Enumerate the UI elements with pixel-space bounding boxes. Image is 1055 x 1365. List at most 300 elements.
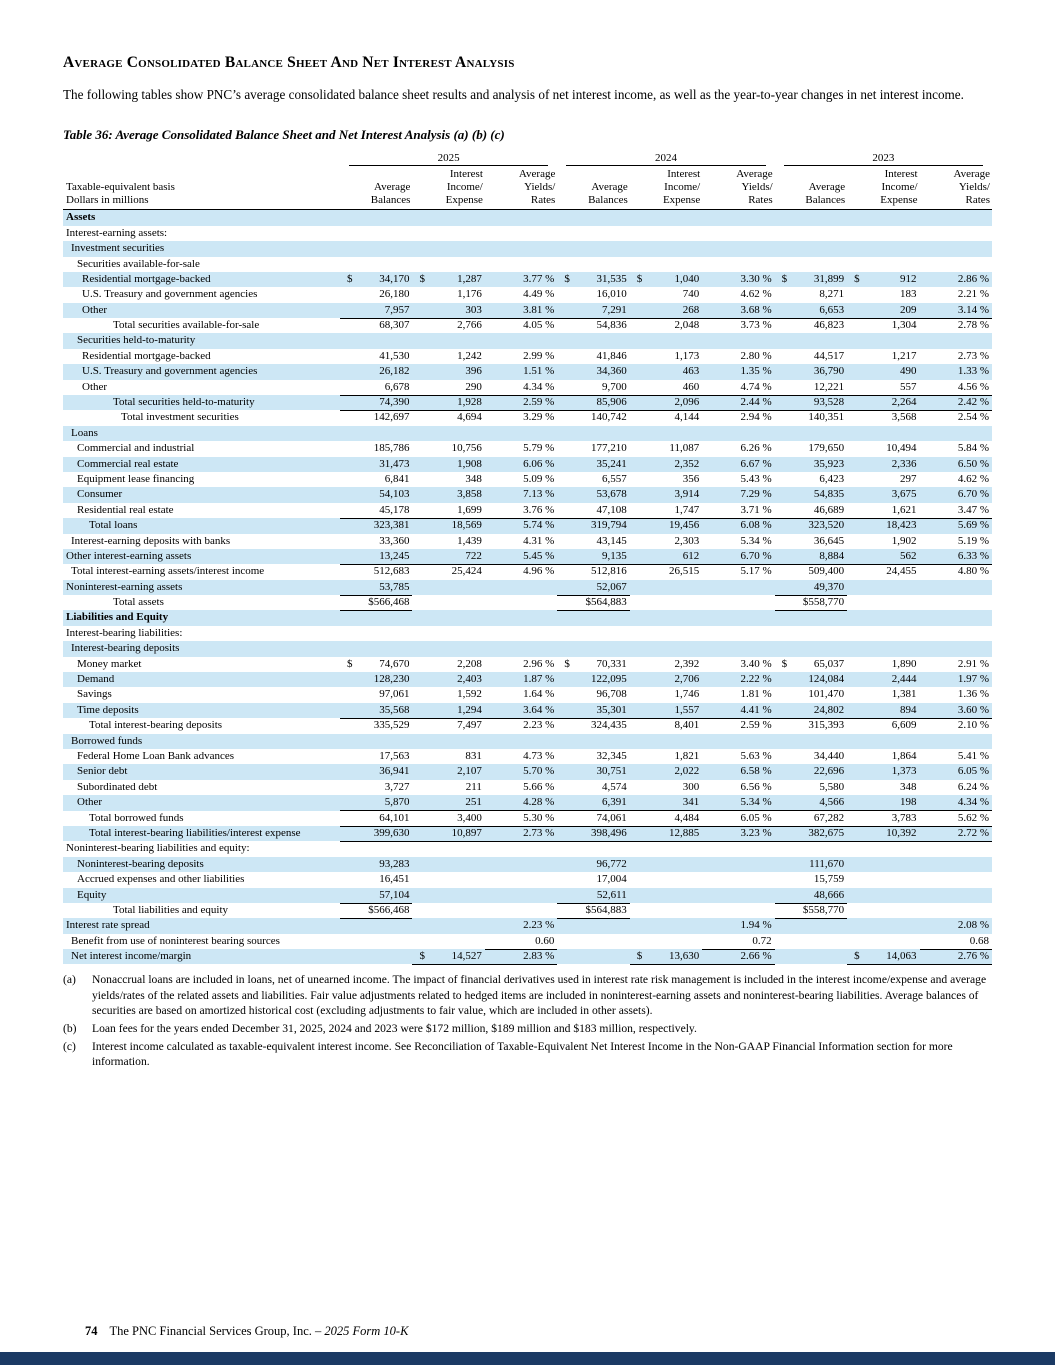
- table-cell: 93,528: [775, 395, 847, 411]
- row-label: Total securities held-to-maturity: [113, 396, 255, 409]
- table-cell: 7,497: [457, 719, 482, 732]
- table-cell: 2,706: [674, 673, 700, 686]
- table-cell: 2.54 %: [957, 411, 989, 424]
- table-cell: 140,742: [591, 411, 627, 424]
- table-row: [63, 841, 992, 856]
- table-cell: 2.78 %: [957, 319, 989, 332]
- table-cell: [775, 949, 847, 965]
- table-cell: 54,836: [596, 319, 627, 332]
- table-cell: 48,666: [775, 888, 847, 904]
- table-cell: 5,580: [819, 780, 845, 793]
- table-cell: 5.84 %: [957, 442, 989, 455]
- table-cell: 315,393: [808, 719, 845, 732]
- table-cell: 1.94 %: [740, 919, 772, 932]
- table-cell: 2.99 %: [523, 349, 555, 362]
- table-cell: [557, 841, 629, 856]
- table-row: [63, 241, 992, 256]
- row-label: Net interest income/margin: [71, 950, 192, 963]
- table-cell: 4.28 %: [485, 795, 557, 811]
- row-label: Residential real estate: [77, 503, 174, 516]
- left-header: Taxable-equivalent basis Dollars in millions: [66, 181, 175, 207]
- table-cell: 4,484: [630, 811, 702, 827]
- table-cell: [630, 641, 702, 656]
- year-label: 2023: [784, 152, 983, 166]
- table-cell: 1,173: [674, 349, 700, 362]
- table-cell: 1.33 %: [957, 365, 989, 378]
- table-row: [63, 657, 992, 672]
- table-cell: [340, 610, 412, 625]
- table-cell: [920, 641, 992, 656]
- cell-value: 912: [900, 272, 917, 285]
- table-cell: [920, 888, 992, 904]
- table-cell: 2,022: [674, 765, 700, 778]
- table-cell: 6.05 %: [702, 811, 774, 827]
- row-label: Total loans: [89, 519, 138, 532]
- table-cell: 4.96 %: [523, 565, 555, 578]
- table-row: [63, 580, 992, 595]
- table-cell: 399,630: [340, 826, 412, 842]
- table-row: [63, 333, 992, 348]
- table-cell: 18,569: [451, 519, 482, 532]
- table-cell: 348: [465, 472, 482, 485]
- table-row: [63, 826, 992, 841]
- table-cell: 6.70 %: [702, 549, 774, 565]
- footnote-c: [63, 1039, 992, 1069]
- table-cell: 183: [900, 288, 917, 301]
- table-cell: [920, 241, 992, 256]
- table-cell: 4,694: [457, 411, 482, 424]
- table-cell: [702, 626, 774, 641]
- table-cell: [340, 918, 412, 933]
- page-bottom-bar: [0, 1352, 1055, 1365]
- table-cell: 5.66 %: [523, 780, 555, 793]
- row-label: Loans: [71, 426, 98, 439]
- table-cell: [557, 610, 629, 625]
- column-header-row: [63, 168, 992, 207]
- table-cell: [412, 934, 484, 950]
- table-cell: 509,400: [808, 565, 845, 578]
- table-cell: 198: [847, 795, 919, 811]
- table-cell: 93,283: [379, 857, 410, 870]
- table-cell: 7.29 %: [740, 488, 772, 501]
- table-cell: [412, 888, 484, 904]
- table-cell: 341: [630, 795, 702, 811]
- table-cell: 1,592: [457, 688, 482, 701]
- table-cell: [702, 333, 774, 348]
- table-cell: 1,217: [891, 349, 917, 362]
- table-cell: [630, 426, 702, 441]
- table-cell: 7.13 %: [523, 488, 555, 501]
- table-cell: 297: [900, 472, 917, 485]
- table-cell: [485, 888, 557, 904]
- year-header-spacer: [63, 152, 340, 166]
- table-cell: 6.33 %: [920, 549, 992, 565]
- table-cell: 6,423: [819, 472, 845, 485]
- table-row: [63, 534, 992, 549]
- table-cell: [340, 333, 412, 348]
- table-cell: 3,914: [674, 488, 700, 501]
- table-cell: 3.73 %: [740, 319, 772, 332]
- table-cell: 5.63 %: [740, 750, 772, 762]
- footnote-marker: (a): [63, 973, 76, 987]
- footnote-b: [63, 1021, 992, 1036]
- table-cell: 185,786: [373, 442, 410, 455]
- table-cell: 211: [465, 780, 482, 793]
- table-cell: [630, 210, 702, 225]
- table-row: [63, 257, 992, 272]
- table-cell: 1.64 %: [523, 688, 555, 701]
- table-cell: 26,180: [379, 288, 410, 301]
- row-label: Accrued expenses and other liabilities: [77, 873, 245, 886]
- row-label: Other: [77, 796, 103, 809]
- table-cell: 2,403: [457, 673, 482, 686]
- table-cell: 4.49 %: [523, 288, 555, 301]
- table-cell: 5.69 %: [957, 519, 989, 532]
- table-cell: 44,517: [813, 349, 845, 362]
- table-cell: [920, 426, 992, 441]
- table-body: [63, 210, 992, 964]
- table-cell: [557, 934, 629, 950]
- column-header: Average Balances: [805, 181, 846, 207]
- table-cell: 6,391: [557, 795, 629, 811]
- table-cell: [702, 888, 774, 904]
- table-cell: 740: [682, 288, 700, 301]
- table-cell: 17,563: [379, 750, 410, 762]
- table-cell: 1,373: [891, 765, 917, 778]
- table-cell: 562: [847, 549, 919, 565]
- table-cell: 300: [682, 780, 700, 793]
- row-label: Interest-earning assets:: [66, 226, 168, 239]
- table-cell: 1,902: [891, 534, 917, 547]
- table-cell: 323,520: [808, 519, 845, 532]
- table-cell: 4.05 %: [523, 319, 555, 332]
- row-label: Total assets: [113, 596, 164, 609]
- table-cell: 6.26 %: [740, 442, 772, 455]
- table-cell: [920, 872, 992, 887]
- table-cell: [630, 626, 702, 641]
- table-cell: 74,061: [557, 811, 629, 827]
- table-cell: [702, 641, 774, 656]
- table-cell: 1.36 %: [957, 688, 989, 701]
- table-cell: 1,381: [891, 688, 917, 701]
- table-cell: [485, 241, 557, 256]
- table-cell: 3.76 %: [485, 503, 557, 519]
- table-cell: 557: [847, 380, 919, 396]
- table-row: [63, 364, 992, 379]
- row-label: Other: [82, 303, 108, 316]
- table-row: [63, 672, 992, 687]
- row-label: Interest-bearing liabilities:: [66, 626, 183, 639]
- table-cell: 1,908: [457, 457, 482, 470]
- table-cell: [485, 610, 557, 625]
- table-cell: [920, 333, 992, 348]
- table-row: [63, 610, 992, 625]
- table-cell: [630, 595, 702, 611]
- table-cell: 2,107: [457, 765, 482, 778]
- table-cell: [775, 333, 847, 348]
- table-cell: 22,696: [813, 765, 845, 778]
- row-label: Total borrowed funds: [89, 811, 184, 824]
- dollar-sign: $: [347, 657, 353, 670]
- table-row: [63, 764, 992, 779]
- table-cell: [557, 241, 629, 256]
- table-cell: 47,108: [557, 503, 629, 519]
- table-cell: 13,245: [340, 549, 412, 565]
- table-cell: 3,675: [891, 488, 917, 501]
- row-label: Commercial real estate: [77, 457, 179, 470]
- table-cell: 382,675: [775, 826, 847, 842]
- column-header: Average Yields/ Rates: [953, 168, 990, 207]
- table-cell: [412, 210, 484, 225]
- table-cell: [412, 595, 484, 611]
- table-cell: 43,145: [596, 534, 627, 547]
- dollar-sign: $: [781, 272, 788, 285]
- table-cell: 36,941: [379, 765, 410, 778]
- table-cell: [340, 257, 412, 272]
- table-cell: 124,084: [808, 673, 845, 686]
- table-cell: [847, 918, 919, 933]
- table-cell: [920, 903, 992, 919]
- table-cell: 9,135: [557, 549, 629, 565]
- row-label: Federal Home Loan Bank advances: [77, 750, 234, 762]
- table-cell: 5.45 %: [485, 549, 557, 565]
- table-cell: [412, 626, 484, 641]
- table-row: [63, 641, 992, 656]
- table-cell: 268: [630, 303, 702, 319]
- row-label: Consumer: [77, 488, 123, 501]
- table-row: [63, 518, 992, 533]
- table-cell: 2.80 %: [740, 349, 772, 362]
- table-row: [63, 888, 992, 903]
- cell-value: 34,170: [379, 272, 410, 285]
- table-cell: [775, 657, 847, 672]
- table-cell: 3,400: [412, 811, 484, 827]
- table-cell: 5.70 %: [523, 765, 555, 778]
- table-cell: 4.62 %: [740, 288, 772, 301]
- table-cell: 35,301: [557, 703, 629, 719]
- table-cell: [557, 641, 629, 656]
- table-cell: 41,530: [379, 349, 410, 362]
- table-cell: [775, 210, 847, 225]
- table-cell: 96,772: [596, 857, 627, 870]
- dollar-sign: $: [781, 657, 788, 670]
- table-cell: 1,304: [891, 319, 917, 332]
- table-cell: [775, 918, 847, 933]
- table-cell: 2.91 %: [957, 657, 989, 670]
- row-label: Noninterest-bearing deposits: [77, 857, 204, 870]
- table-cell: 4,144: [674, 411, 700, 424]
- table-cell: 209: [847, 303, 919, 319]
- row-label: Other: [82, 380, 108, 393]
- footer-company: The PNC Financial Services Group, Inc. –: [109, 1324, 325, 1338]
- table-cell: [630, 241, 702, 256]
- table-cell: [557, 226, 629, 241]
- table-cell: [847, 595, 919, 611]
- table-cell: 96,708: [596, 688, 627, 701]
- table-cell: 41,846: [596, 349, 627, 362]
- intro-paragraph: The following tables show PNC’s average consolidated balance sheet results and analysis of net interest income, as well as the year-to-year changes in net interest income.: [63, 87, 964, 102]
- column-header: Average Balances: [370, 181, 411, 207]
- table-cell: [775, 241, 847, 256]
- table-row: [63, 703, 992, 718]
- table-cell: 111,670: [809, 857, 845, 870]
- table-cell: [920, 626, 992, 641]
- table-row: [63, 718, 992, 733]
- table-row: [63, 318, 992, 333]
- column-header: Average Balances: [588, 181, 628, 207]
- table-cell: 4,566: [775, 795, 847, 811]
- table-cell: [775, 734, 847, 749]
- table-cell: [557, 333, 629, 348]
- table-cell: 6,557: [602, 472, 627, 485]
- table-cell: [557, 210, 629, 225]
- dollar-sign: $: [854, 950, 860, 963]
- table-cell: 36,790: [813, 365, 845, 378]
- table-cell: 2.59 %: [740, 719, 772, 732]
- table-cell: [485, 226, 557, 241]
- row-label: Interest-earning deposits with banks: [71, 534, 231, 547]
- row-label: Total investment securities: [121, 411, 239, 424]
- table-cell: 2.86 %: [957, 272, 989, 285]
- table-row: [63, 272, 992, 287]
- table-cell: 32,345: [596, 750, 627, 762]
- table-cell: [485, 257, 557, 272]
- row-label: Savings: [77, 688, 112, 701]
- table-cell: [847, 210, 919, 225]
- table-row: [63, 395, 992, 410]
- column-header: Interest Income/ Expense: [662, 168, 701, 207]
- table-row: [63, 457, 992, 472]
- table-cell: 3.60 %: [920, 703, 992, 719]
- table-row: [63, 872, 992, 887]
- table-cell: 2.59 %: [485, 395, 557, 411]
- table-row: [63, 349, 992, 364]
- table-caption: Table 36: Average Consolidated Balance Sheet and Net Interest Analysis (a) (b) (c): [63, 127, 505, 143]
- table-row: [63, 410, 992, 425]
- table-cell: [630, 272, 702, 287]
- table-cell: 35,241: [596, 457, 627, 470]
- table-cell: 1,294: [412, 703, 484, 719]
- table-cell: 15,759: [813, 873, 845, 886]
- table-cell: 3.81 %: [485, 303, 557, 319]
- table-cell: 6.05 %: [957, 765, 989, 778]
- table-cell: [412, 580, 484, 596]
- row-label: Total securities available-for-sale: [113, 319, 260, 332]
- table-cell: 1,821: [674, 750, 700, 762]
- table-cell: [412, 241, 484, 256]
- table-cell: 64,101: [340, 811, 412, 827]
- table-cell: 5.62 %: [920, 811, 992, 827]
- table-cell: [630, 857, 702, 872]
- table-cell: [340, 210, 412, 225]
- table-cell: 463: [682, 365, 700, 378]
- row-label: Demand: [77, 673, 115, 686]
- table-cell: [340, 934, 412, 950]
- page-title: Average Consolidated Balance Sheet And Net Interest Analysis: [63, 54, 515, 71]
- table-cell: 6.70 %: [957, 488, 989, 501]
- table-cell: [702, 241, 774, 256]
- table-cell: 52,611: [557, 888, 629, 904]
- table-cell: [412, 841, 484, 856]
- table-cell: [557, 949, 629, 965]
- table-cell: 4.34 %: [485, 380, 557, 396]
- table-cell: [340, 241, 412, 256]
- table-cell: 0.72: [702, 934, 774, 950]
- table-cell: [412, 257, 484, 272]
- table-cell: 8,271: [819, 288, 845, 301]
- table-cell: 2.76 %: [920, 949, 992, 965]
- table-cell: 2.73 %: [957, 349, 989, 362]
- row-label: Total interest-bearing deposits: [89, 719, 223, 732]
- table-cell: 722: [412, 549, 484, 565]
- table-cell: 6,609: [891, 719, 917, 732]
- row-label: Noninterest-earning assets: [66, 580, 183, 593]
- table-row: [63, 918, 992, 933]
- table-cell: 6.50 %: [957, 457, 989, 470]
- table-cell: 30,751: [596, 765, 627, 778]
- table-cell: [847, 626, 919, 641]
- table-cell: [485, 857, 557, 872]
- table-cell: 2.23 %: [523, 919, 555, 932]
- table-cell: [340, 226, 412, 241]
- year-label: 2024: [566, 152, 765, 166]
- table-cell: [557, 257, 629, 272]
- table-cell: [412, 641, 484, 656]
- dollar-sign: $: [636, 272, 643, 285]
- table-cell: 1,176: [457, 288, 482, 301]
- row-label: Securities available-for-sale: [77, 257, 200, 270]
- table-cell: 4.62 %: [957, 472, 989, 485]
- table-cell: 25,424: [451, 565, 482, 578]
- table-cell: 1,439: [457, 534, 482, 547]
- row-label: Senior debt: [77, 765, 128, 778]
- table-cell: 6.24 %: [957, 780, 989, 793]
- table-cell: 68,307: [379, 319, 410, 332]
- table-row: [63, 934, 992, 949]
- table-cell: [920, 580, 992, 596]
- table-cell: 460: [630, 380, 702, 396]
- table-cell: 1,890: [891, 657, 917, 670]
- row-label: Liabilities and Equity: [66, 611, 169, 624]
- cell-value: 14,063: [886, 950, 917, 963]
- table-cell: 2,336: [891, 457, 917, 470]
- table-cell: 356: [682, 472, 700, 485]
- table-cell: [485, 903, 557, 919]
- table-cell: 16,010: [596, 288, 627, 301]
- cell-value: 65,037: [813, 657, 845, 670]
- table-cell: [847, 888, 919, 904]
- table-cell: 35,568: [340, 703, 412, 719]
- table-cell: 24,802: [775, 703, 847, 719]
- table-cell: [775, 934, 847, 950]
- table-cell: 4.80 %: [957, 565, 989, 578]
- table-cell: [775, 641, 847, 656]
- table-cell: 3.77 %: [523, 272, 555, 285]
- table-cell: [630, 888, 702, 904]
- row-label: Equipment lease financing: [77, 472, 195, 485]
- table-cell: 2.42 %: [920, 395, 992, 411]
- table-row: [63, 949, 992, 964]
- table-cell: 7,291: [557, 303, 629, 319]
- table-cell: 11,087: [669, 442, 700, 455]
- cell-value: 70,331: [596, 657, 627, 670]
- column-header: Interest Income/ Expense: [445, 168, 483, 207]
- table-cell: [920, 841, 992, 856]
- table-cell: 16,451: [379, 873, 410, 886]
- table-cell: [702, 734, 774, 749]
- table-cell: 85,906: [557, 395, 629, 411]
- table-cell: [412, 333, 484, 348]
